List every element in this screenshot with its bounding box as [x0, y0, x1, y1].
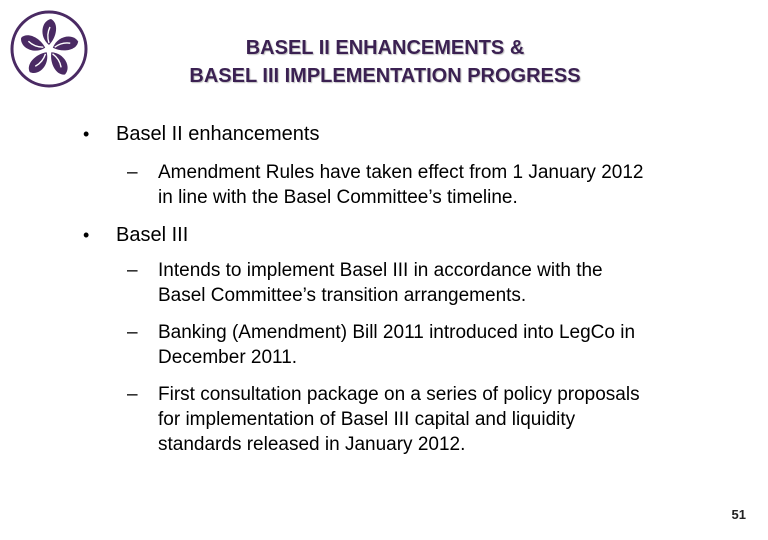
list-item-line: Basel Committee’s transition arrangements.	[158, 285, 527, 306]
title-line-2: BASEL III IMPLEMENTATION PROGRESS	[189, 65, 581, 87]
bullet-icon: •	[83, 225, 90, 245]
title-line-1: BASEL II ENHANCEMENTS &	[245, 37, 525, 59]
bauhinia-logo-icon	[8, 8, 90, 90]
list-item-line: standards released in January 2012.	[158, 434, 466, 455]
bullet-icon: •	[83, 124, 90, 144]
list-item-banking-bill	[158, 320, 635, 370]
section-heading-basel-ii: Basel II enhancements	[116, 123, 320, 145]
list-item-line: in line with the Basel Committee’s timeline.	[158, 187, 518, 208]
list-item-line: Banking (Amendment) Bill 2011 introduced into LegCo in	[158, 322, 636, 343]
list-item-consultation-package	[158, 382, 640, 457]
slide-title	[90, 34, 680, 90]
dash-icon: –	[127, 322, 138, 343]
page-number: 51	[731, 507, 746, 522]
dash-icon: –	[127, 162, 138, 183]
section-heading-basel-iii: Basel III	[116, 224, 189, 246]
list-item-implement-basel-iii	[158, 258, 603, 308]
list-item-line: First consultation package on a series of policy proposals	[158, 384, 640, 405]
list-item-line: Amendment Rules have taken effect from 1 January 2012	[158, 162, 644, 183]
dash-icon: –	[127, 384, 138, 405]
list-item-line: December 2011.	[158, 347, 298, 368]
dash-icon: –	[127, 260, 138, 281]
list-item-line: Intends to implement Basel III in accordance with the	[158, 260, 603, 281]
list-item-amendment-rules	[158, 160, 643, 210]
list-item-line: for implementation of Basel III capital and liquidity	[158, 409, 576, 430]
